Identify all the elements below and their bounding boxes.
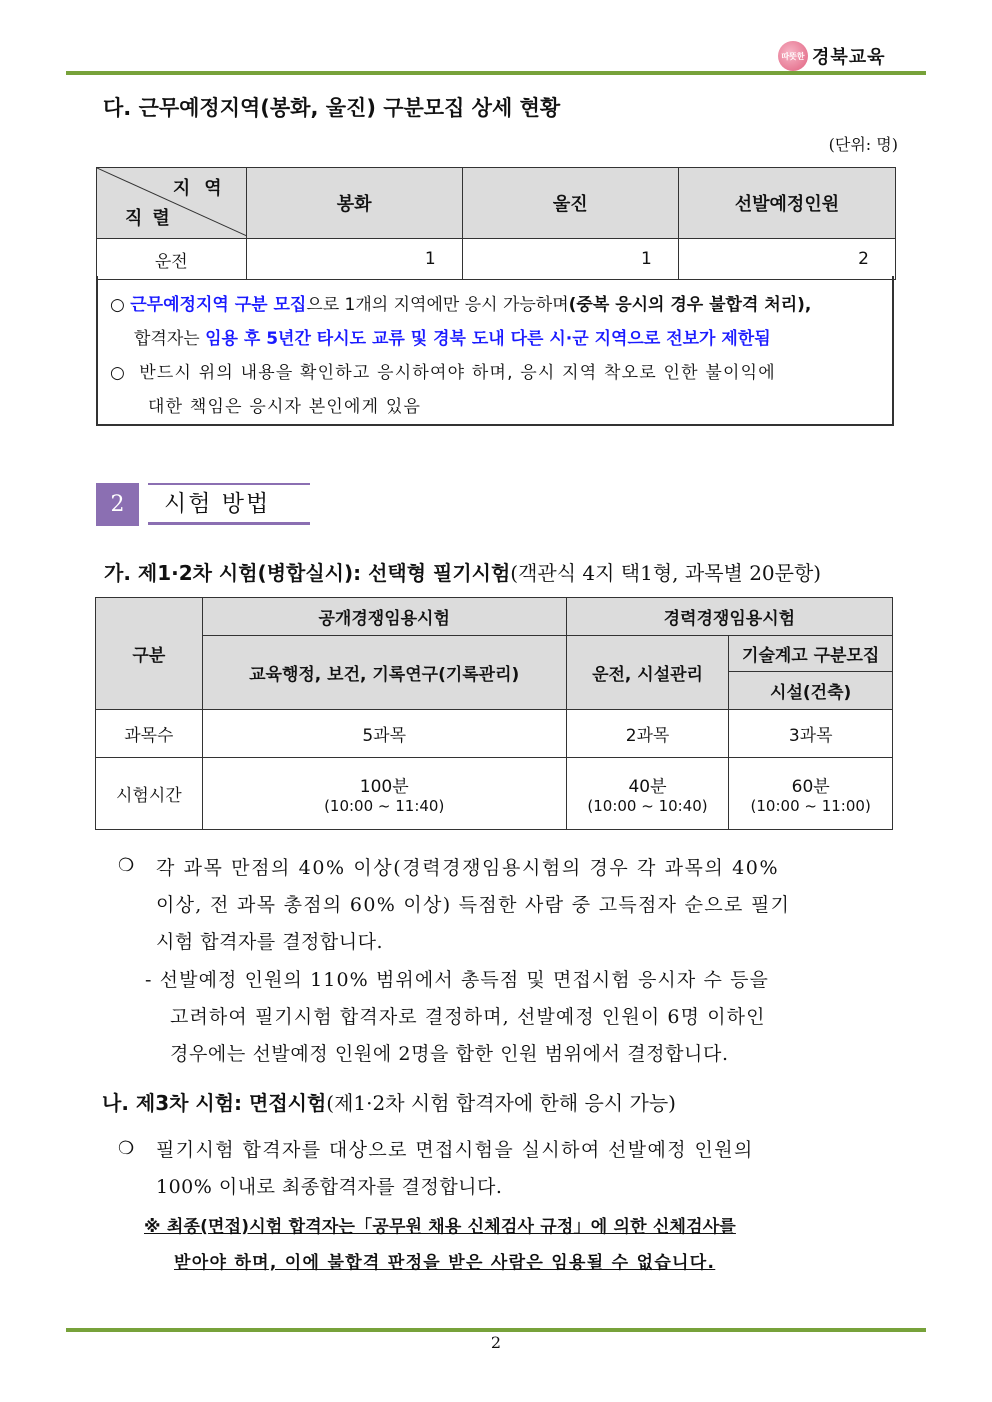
note-highlight: 임용 후 5년간 타시도 교류 및 경북 도내 다른 시·군 지역으로 전보가 제한됨 [205, 329, 771, 349]
note-text: 으로 1개의 지역에만 응시 가능하며 [306, 295, 569, 315]
table-row [96, 710, 893, 758]
time-duration: 100분 [359, 777, 409, 797]
row-label: 시험시간 [96, 758, 203, 830]
note-bullet: ○ [110, 363, 127, 383]
header-planned: 선발예정인원 [678, 168, 895, 239]
notice-line-1: ※ 최종(면접)시험 합격자는「공무원 채용 신체검사 규정」에 의한 신체검사를 [144, 1217, 736, 1237]
header-career-driving: 운전, 시설관리 [566, 636, 729, 710]
logo-seal-text: 따뜻한 [781, 50, 805, 61]
region-table [96, 167, 896, 280]
note-bullet: ○ [110, 295, 125, 315]
section-number: 2 [96, 483, 139, 526]
paragraph-bullet: ❍ [118, 855, 135, 876]
corner-region-label: 지역 [172, 178, 236, 199]
note-2-line-1 [110, 358, 776, 383]
page-number: 2 [490, 1333, 502, 1352]
exam-table [95, 597, 893, 830]
section-ga-title-bold: 가. 제1·2차 시험(병합실시): 선택형 필기시험 [104, 561, 511, 585]
table-corner-cell [97, 168, 247, 239]
time-range: (10:00 ~ 11:00) [750, 797, 871, 815]
subjects-facility: 3과목 [729, 710, 893, 758]
time-range: (10:00 ~ 10:40) [587, 797, 708, 815]
corner-position-label: 직렬 [125, 208, 180, 229]
time-duration: 40분 [628, 777, 667, 797]
header-open-subjects: 교육행정, 보건, 기록연구(기록관리) [202, 636, 566, 710]
unit-note: (단위: 명) [828, 135, 898, 154]
value-bonghwa: 1 [246, 239, 462, 280]
section-na-title-rest: (제1·2차 시험 합격자에 한해 응시 가능) [326, 1091, 676, 1115]
note-1-line-1 [110, 290, 811, 315]
table-row [96, 758, 893, 830]
time-range: (10:00 ~ 11:40) [324, 797, 445, 815]
note-bold: (중복 응시의 경우 불합격 처리), [568, 295, 812, 315]
header-rule [66, 71, 926, 75]
note-text: 합격자는 [134, 329, 206, 349]
header-career-competition: 경력경쟁임용시험 [566, 598, 892, 636]
ga-paragraph-2-line-3: 경우에는 선발예정 인원에 2명을 합한 인원 범위에서 결정합니다. [170, 1043, 729, 1065]
ga-paragraph-1-line-1: 각 과목 만점의 40% 이상(경력경쟁임용시험의 경우 각 과목의 40% [156, 857, 780, 879]
note-text: 반드시 위의 내용을 확인하고 응시하여야 하며, 응시 지역 착오로 인한 불이익에 [139, 363, 776, 383]
section-ga-title-rest: (객관식 4지 택1형, 과목별 20문항) [510, 561, 822, 585]
table-row [97, 239, 896, 280]
value-uljin: 1 [462, 239, 678, 280]
time-driving [566, 758, 729, 830]
section-na-title [102, 1087, 676, 1116]
time-facility [729, 758, 893, 830]
logo-seal-icon [778, 41, 808, 71]
na-paragraph-line-2: 100% 이내로 최종합격자를 결정합니다. [156, 1176, 503, 1198]
time-duration: 60분 [791, 777, 830, 797]
section-ga-title [104, 557, 821, 586]
logo-text: 경북교육 [812, 47, 886, 68]
ga-paragraph-1-line-2: 이상, 전 과목 총점의 60% 이상) 득점한 사람 중 고득점자 순으로 필기 [156, 894, 791, 916]
notes-box [96, 276, 894, 426]
ga-paragraph-2-line-1: - 선발예정 인원의 110% 범위에서 총득점 및 면접시험 응시자 수 등을 [145, 969, 769, 991]
ga-paragraph-1-line-3: 시험 합격자를 결정합니다. [156, 931, 384, 953]
subjects-driving: 2과목 [566, 710, 729, 758]
row-label: 과목수 [96, 710, 203, 758]
header-logo [778, 38, 918, 74]
section-title: 시험 방법 [148, 483, 310, 525]
header-open-competition: 공개경쟁임용시험 [202, 598, 566, 636]
ga-paragraph-2-line-2: 고려하여 필기시험 합격자로 결정하며, 선발예정 인원이 6명 이하인 [170, 1006, 766, 1028]
footer-rule [66, 1328, 926, 1332]
row-label: 운전 [97, 239, 247, 280]
time-open [202, 758, 566, 830]
header-bonghwa: 봉화 [246, 168, 462, 239]
note-1-line-2 [134, 324, 771, 349]
header-uljin: 울진 [462, 168, 678, 239]
notice-line-2: 받아야 하며, 이에 불합격 판정을 받은 사람은 임용될 수 없습니다. [174, 1253, 716, 1273]
paragraph-bullet: ❍ [118, 1138, 135, 1159]
header-category: 구분 [96, 598, 203, 710]
note-2-line-2: 대한 책임은 응시자 본인에게 있음 [148, 397, 422, 417]
section-na-title-bold: 나. 제3차 시험: 면접시험 [102, 1091, 327, 1115]
value-planned: 2 [678, 239, 895, 280]
note-highlight: 근무예정지역 구분 모집 [130, 295, 307, 315]
header-career-facility: 시설(건축) [729, 672, 893, 710]
section-da-title: 다. 근무예정지역(봉화, 울진) 구분모집 상세 현황 [103, 96, 561, 120]
subjects-open: 5과목 [202, 710, 566, 758]
na-paragraph-line-1: 필기시험 합격자를 대상으로 면접시험을 실시하여 선발예정 인원의 [156, 1139, 754, 1161]
header-career-tech: 기술계고 구분모집 [729, 636, 893, 672]
